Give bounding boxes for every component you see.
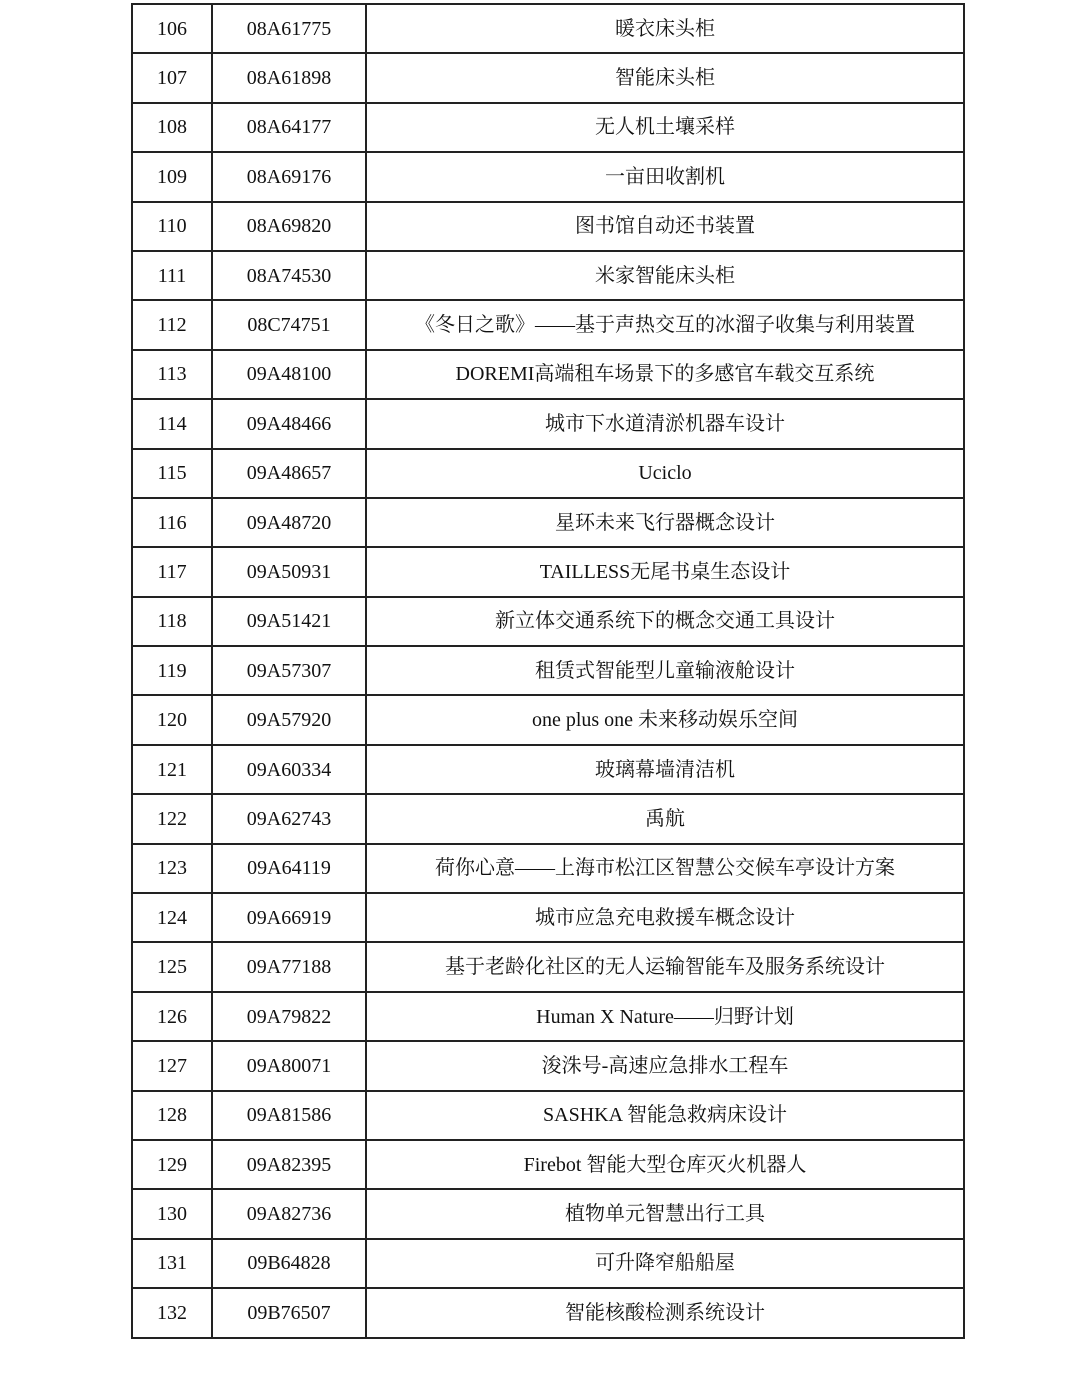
entry-title: 租赁式智能型儿童输液舱设计 <box>366 646 964 695</box>
entry-title: 智能核酸检测系统设计 <box>366 1288 964 1337</box>
table-row <box>132 350 964 399</box>
row-number: 110 <box>132 202 212 251</box>
table-row <box>132 53 964 102</box>
entry-title: 暖衣床头柜 <box>366 4 964 53</box>
entry-code: 09A64119 <box>212 844 366 893</box>
row-number: 129 <box>132 1140 212 1189</box>
table-row <box>132 1239 964 1288</box>
entry-code: 09A82736 <box>212 1189 366 1238</box>
table-row <box>132 449 964 498</box>
table-row <box>132 1091 964 1140</box>
entry-code: 08A69820 <box>212 202 366 251</box>
row-number: 117 <box>132 547 212 596</box>
row-number: 118 <box>132 597 212 646</box>
table-row <box>132 893 964 942</box>
row-number: 130 <box>132 1189 212 1238</box>
entry-title: 智能床头柜 <box>366 53 964 102</box>
entry-code: 09A62743 <box>212 794 366 843</box>
table-row <box>132 597 964 646</box>
entry-title: 一亩田收割机 <box>366 152 964 201</box>
row-number: 131 <box>132 1239 212 1288</box>
row-number: 119 <box>132 646 212 695</box>
entry-title: 基于老龄化社区的无人运输智能车及服务系统设计 <box>366 942 964 991</box>
entry-code: 08A74530 <box>212 251 366 300</box>
entry-code: 09A80071 <box>212 1041 366 1090</box>
entry-code: 09A48100 <box>212 350 366 399</box>
table-row <box>132 547 964 596</box>
table-row <box>132 103 964 152</box>
entry-title: 可升降窄船船屋 <box>366 1239 964 1288</box>
entry-title: 城市应急充电救援车概念设计 <box>366 893 964 942</box>
document-page <box>131 3 963 1339</box>
entry-title: 图书馆自动还书装置 <box>366 202 964 251</box>
table-row <box>132 498 964 547</box>
row-number: 128 <box>132 1091 212 1140</box>
entry-code: 09A48466 <box>212 399 366 448</box>
row-number: 125 <box>132 942 212 991</box>
entry-title: Uciclo <box>366 449 964 498</box>
row-number: 113 <box>132 350 212 399</box>
entry-code: 08A61775 <box>212 4 366 53</box>
entry-title: SASHKA 智能急救病床设计 <box>366 1091 964 1140</box>
table-row <box>132 1140 964 1189</box>
entry-code: 09A81586 <box>212 1091 366 1140</box>
row-number: 109 <box>132 152 212 201</box>
row-number: 107 <box>132 53 212 102</box>
entry-title: DOREMI高端租车场景下的多感官车载交互系统 <box>366 350 964 399</box>
table-row <box>132 1189 964 1238</box>
table-body <box>132 4 964 1338</box>
entry-title: 玻璃幕墙清洁机 <box>366 745 964 794</box>
entry-code: 08A61898 <box>212 53 366 102</box>
row-number: 132 <box>132 1288 212 1337</box>
row-number: 116 <box>132 498 212 547</box>
table-row <box>132 794 964 843</box>
entry-title: 城市下水道清淤机器车设计 <box>366 399 964 448</box>
row-number: 112 <box>132 300 212 349</box>
row-number: 123 <box>132 844 212 893</box>
entry-title: 植物单元智慧出行工具 <box>366 1189 964 1238</box>
row-number: 114 <box>132 399 212 448</box>
table-row <box>132 992 964 1041</box>
entry-code: 08A64177 <box>212 103 366 152</box>
row-number: 127 <box>132 1041 212 1090</box>
entry-code: 09A79822 <box>212 992 366 1041</box>
row-number: 121 <box>132 745 212 794</box>
entry-code: 09A60334 <box>212 745 366 794</box>
table-row <box>132 942 964 991</box>
table-row <box>132 844 964 893</box>
table-row <box>132 1041 964 1090</box>
row-number: 120 <box>132 695 212 744</box>
entry-title: TAILLESS无尾书桌生态设计 <box>366 547 964 596</box>
table-row <box>132 251 964 300</box>
row-number: 108 <box>132 103 212 152</box>
entry-title: one plus one 未来移动娱乐空间 <box>366 695 964 744</box>
entry-code: 08A69176 <box>212 152 366 201</box>
entry-title: Firebot 智能大型仓库灭火机器人 <box>366 1140 964 1189</box>
table-row <box>132 202 964 251</box>
entry-title: 《冬日之歌》——基于声热交互的冰溜子收集与利用装置 <box>366 300 964 349</box>
entry-title: 荷你心意——上海市松江区智慧公交候车亭设计方案 <box>366 844 964 893</box>
table-row <box>132 646 964 695</box>
entry-code: 09A82395 <box>212 1140 366 1189</box>
table-row <box>132 399 964 448</box>
row-number: 122 <box>132 794 212 843</box>
entry-code: 09A51421 <box>212 597 366 646</box>
award-list-table <box>131 3 965 1339</box>
entry-title: 新立体交通系统下的概念交通工具设计 <box>366 597 964 646</box>
entry-code: 09B64828 <box>212 1239 366 1288</box>
row-number: 124 <box>132 893 212 942</box>
entry-code: 09A66919 <box>212 893 366 942</box>
row-number: 106 <box>132 4 212 53</box>
entry-code: 09A50931 <box>212 547 366 596</box>
entry-code: 08C74751 <box>212 300 366 349</box>
entry-code: 09B76507 <box>212 1288 366 1337</box>
entry-title: 米家智能床头柜 <box>366 251 964 300</box>
table-row <box>132 152 964 201</box>
table-row <box>132 4 964 53</box>
table-row <box>132 695 964 744</box>
entry-title: 星环未来飞行器概念设计 <box>366 498 964 547</box>
entry-title: 禹航 <box>366 794 964 843</box>
entry-code: 09A77188 <box>212 942 366 991</box>
table-row <box>132 1288 964 1337</box>
entry-code: 09A57920 <box>212 695 366 744</box>
table-row <box>132 300 964 349</box>
row-number: 126 <box>132 992 212 1041</box>
entry-title: 浚洙号-高速应急排水工程车 <box>366 1041 964 1090</box>
entry-title: Human X Nature——归野计划 <box>366 992 964 1041</box>
row-number: 115 <box>132 449 212 498</box>
row-number: 111 <box>132 251 212 300</box>
entry-code: 09A48657 <box>212 449 366 498</box>
table-row <box>132 745 964 794</box>
entry-code: 09A48720 <box>212 498 366 547</box>
entry-title: 无人机土壤采样 <box>366 103 964 152</box>
entry-code: 09A57307 <box>212 646 366 695</box>
